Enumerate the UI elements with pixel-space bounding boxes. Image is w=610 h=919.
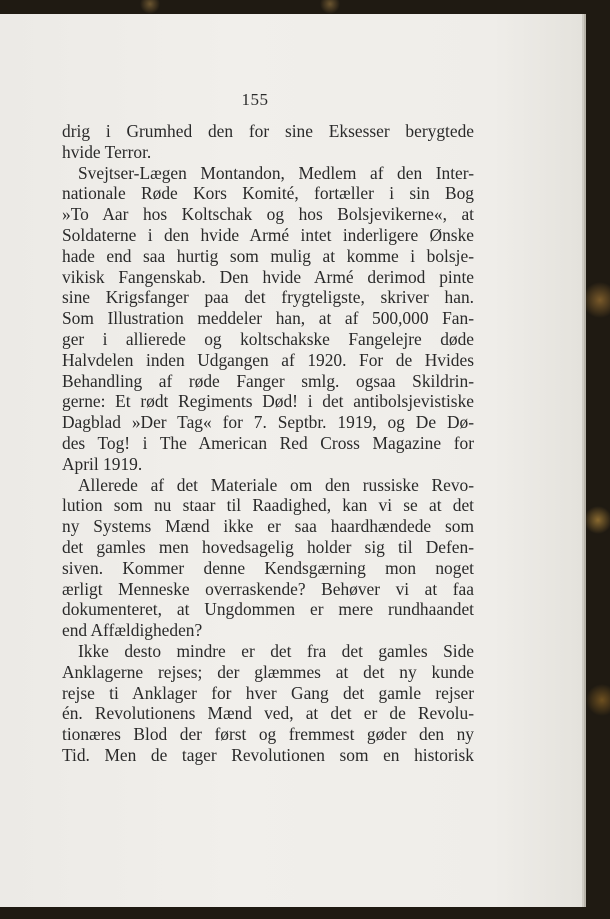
text-line: Tid. Men de tager Revolutionen som en historisk bbox=[62, 744, 474, 765]
text-line: rejse ti Anklager for hver Gang det gamle rejser bbox=[62, 682, 474, 703]
text-line: Svejtser-Lægen Montandon, Medlem af den Inter- bbox=[78, 162, 474, 183]
text-line: Halvdelen inden Udgangen af 1920. For de Hvides bbox=[62, 349, 474, 370]
text-line: hvide Terror. bbox=[62, 141, 152, 162]
text-line: ger i allierede og koltschakske Fangelejre døde bbox=[62, 328, 474, 349]
text-line: des Tog! i The American Red Cross Magazine for bbox=[62, 432, 474, 453]
text-line: end Affældigheden? bbox=[62, 620, 203, 641]
text-line: ny Systems Mænd ikke er saa haardhændede som bbox=[62, 516, 474, 537]
text-line: Soldaterne i den hvide Armé intet inderligere Ønske bbox=[62, 224, 474, 245]
text-line: Allerede af det Materiale om den russiske Revo- bbox=[78, 474, 474, 495]
text-line: det gamles men hovedsagelig holder sig til Defen- bbox=[62, 536, 474, 557]
body-text bbox=[62, 121, 474, 766]
text-line: April 1919. bbox=[62, 453, 143, 474]
text-line: vikisk Fangenskab. Den hvide Armé derimod pinte bbox=[62, 266, 474, 287]
text-line: gerne: Et rødt Regiments Død! i det antibolsjevistiske bbox=[62, 391, 474, 412]
book-page bbox=[0, 14, 582, 907]
text-line: dokumenteret, at Ungdommen er mere rundhaandet bbox=[62, 599, 474, 620]
page-number: 155 bbox=[241, 90, 269, 109]
text-line: »To Aar hos Koltschak og hos Bolsjevikerne«, at bbox=[62, 204, 474, 225]
text-line: sine Krigsfanger paa det frygteligste, skriver han. bbox=[62, 287, 474, 308]
text-line: Dagblad »Der Tag« for 7. Septbr. 1919, og De Dø- bbox=[62, 412, 474, 433]
text-line: lution som nu staar til Raadighed, kan vi se at det bbox=[62, 495, 474, 516]
text-line: nationale Røde Kors Komité, fortæller i sin Bog bbox=[62, 183, 474, 204]
text-line: Anklagerne rejses; der glæmmes at det ny kunde bbox=[62, 661, 474, 682]
text-line: hade end saa hurtig som mulig at komme i bolsje- bbox=[62, 245, 474, 266]
text-line: Behandling af røde Fanger smlg. ogsaa Skildrin- bbox=[62, 370, 474, 391]
text-line: tionæres Blod der først og fremmest gøder den ny bbox=[62, 724, 474, 745]
text-line: Som Illustration meddeler han, at af 500,000 Fan- bbox=[62, 308, 474, 329]
text-line: Ikke desto mindre er det fra det gamles Side bbox=[78, 640, 474, 661]
text-line: én. Revolutionens Mænd ved, at det er de Revolu- bbox=[62, 703, 474, 724]
text-line: siven. Kommer denne Kendsgærning mon noget bbox=[62, 557, 474, 578]
text-line: ærligt Menneske overraskende? Behøver vi at faa bbox=[62, 578, 474, 599]
text-line: drig i Grumhed den for sine Eksesser berygtede bbox=[62, 121, 474, 141]
